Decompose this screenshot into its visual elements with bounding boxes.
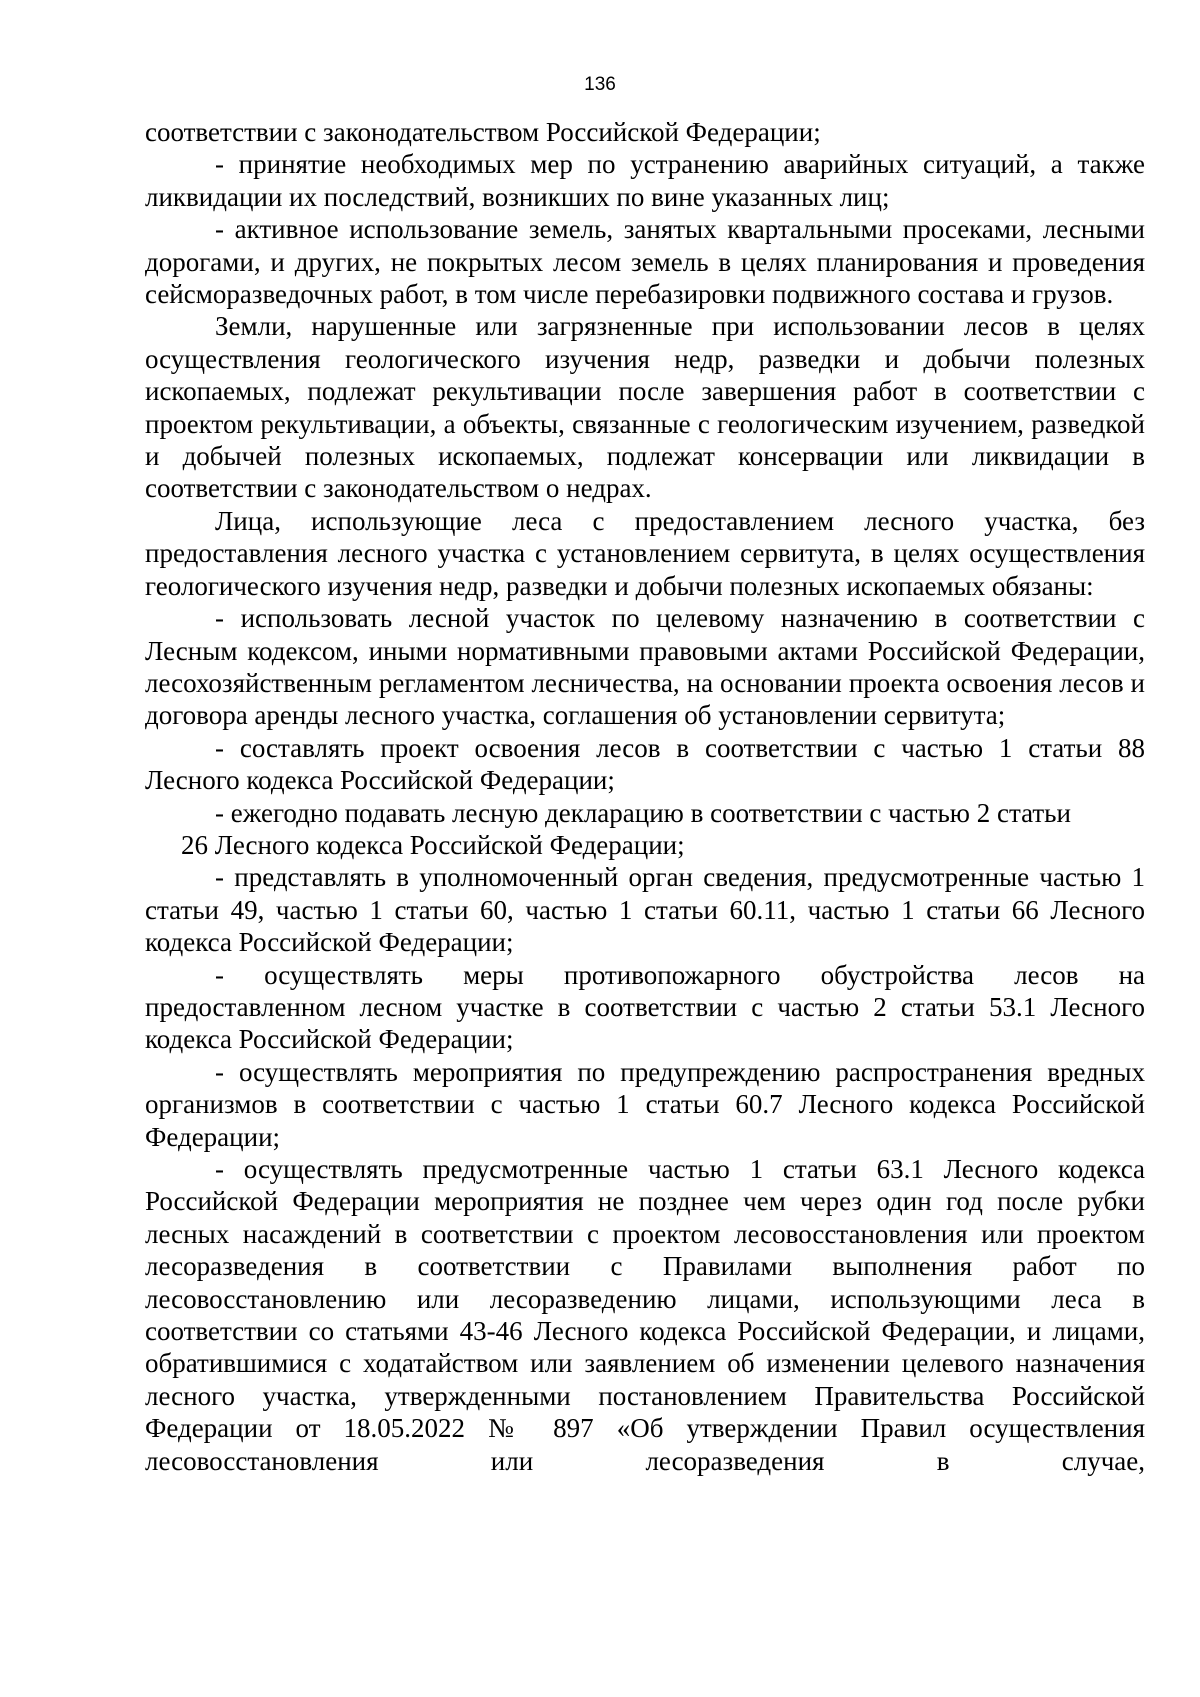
paragraph: - составлять проект освоения лесов в соответствии с частью 1 статьи 88 Лесного кодекса Российской Федерации; — [145, 732, 1145, 796]
paragraph: Лица, использующие леса с предоставлением лесного участка, без предоставления лесного участка с установлением сервитута, в целях осуществления геологического изучения недр, разведки и добычи полезных ископаемых обязаны: — [145, 505, 1145, 601]
paragraph: - осуществлять мероприятия по предупреждению распространения вредных организмов в соответствии с частью 1 статьи 60.7 Лесного кодекса Российской Федерации; — [145, 1056, 1145, 1152]
paragraph: - ежегодно подавать лесную декларацию в соответствии с частью 2 статьи — [215, 797, 1071, 828]
page-number: 136 — [584, 74, 616, 95]
paragraph: - осуществлять предусмотренные частью 1 статьи 63.1 Лесного кодекса Российской Федерации мероприятия не позднее чем через один год после рубки лесных насаждений в соответствии с проектом лесовосстановления или проектом лесоразведения в соответствии с Правилами выполнения работ по лесовосстановлению или лесоразведению лицами, использующими леса в соответствии со статьями 43-46 Лесного кодекса Российской Федерации, и лицами, обратившимися с ходатайством или заявлением об изменении целевого назначения лесного участка, утвержденными постановлением Правительства Российской Федерации от 18.05.2022 № 897 «Об утверждении Правил осуществления лесовосстановления или лесоразведения в случае, — [145, 1154, 1145, 1476]
paragraph: соответствии с законодательством Российской Федерации; — [145, 117, 821, 147]
paragraph: 26 Лесного кодекса Российской Федерации; — [181, 829, 685, 860]
paragraph: - осуществлять меры противопожарного обустройства лесов на предоставленном лесном участке в соответствии с частью 2 статьи 53.1 Лесного кодекса Российской Федерации; — [145, 959, 1145, 1055]
paragraph: - представлять в уполномоченный орган сведения, предусмотренные частью 1 статьи 49, частью 1 статьи 60, частью 1 статьи 60.11, частью 1 статьи 66 Лесного кодекса Российской Федерации; — [145, 862, 1145, 958]
paragraph: - принятие необходимых мер по устранению аварийных ситуаций, а также ликвидации их последствий, возникших по вине указанных лиц; — [145, 149, 1145, 212]
paragraph: - использовать лесной участок по целевому назначению в соответствии с Лесным кодексом, иными нормативными правовыми актами Российской Федерации, лесохозяйственным регламентом лесничества, на основании проекта освоения лесов и договора аренды лесного участка, соглашения об установлении сервитута; — [145, 603, 1145, 731]
paragraph: Земли, нарушенные или загрязненные при использовании лесов в целях осуществления геологического изучения недр, разведки и добычи полезных ископаемых, подлежат рекультивации после завершения работ в соответствии с проектом рекультивации, а объекты, связанные с геологическим изучением, разведкой и добычей полезных ископаемых, подлежат консервации или ликвидации в соответствии с законодательством о недрах. — [145, 311, 1145, 504]
document-body — [145, 116, 1145, 1477]
paragraph: - активное использование земель, занятых квартальными просеками, лесными дорогами, и других, не покрытых лесом земель в целях планирования и проведения сейсморазведочных работ, в том числе перебазировки подвижного состава и грузов. — [145, 214, 1145, 310]
